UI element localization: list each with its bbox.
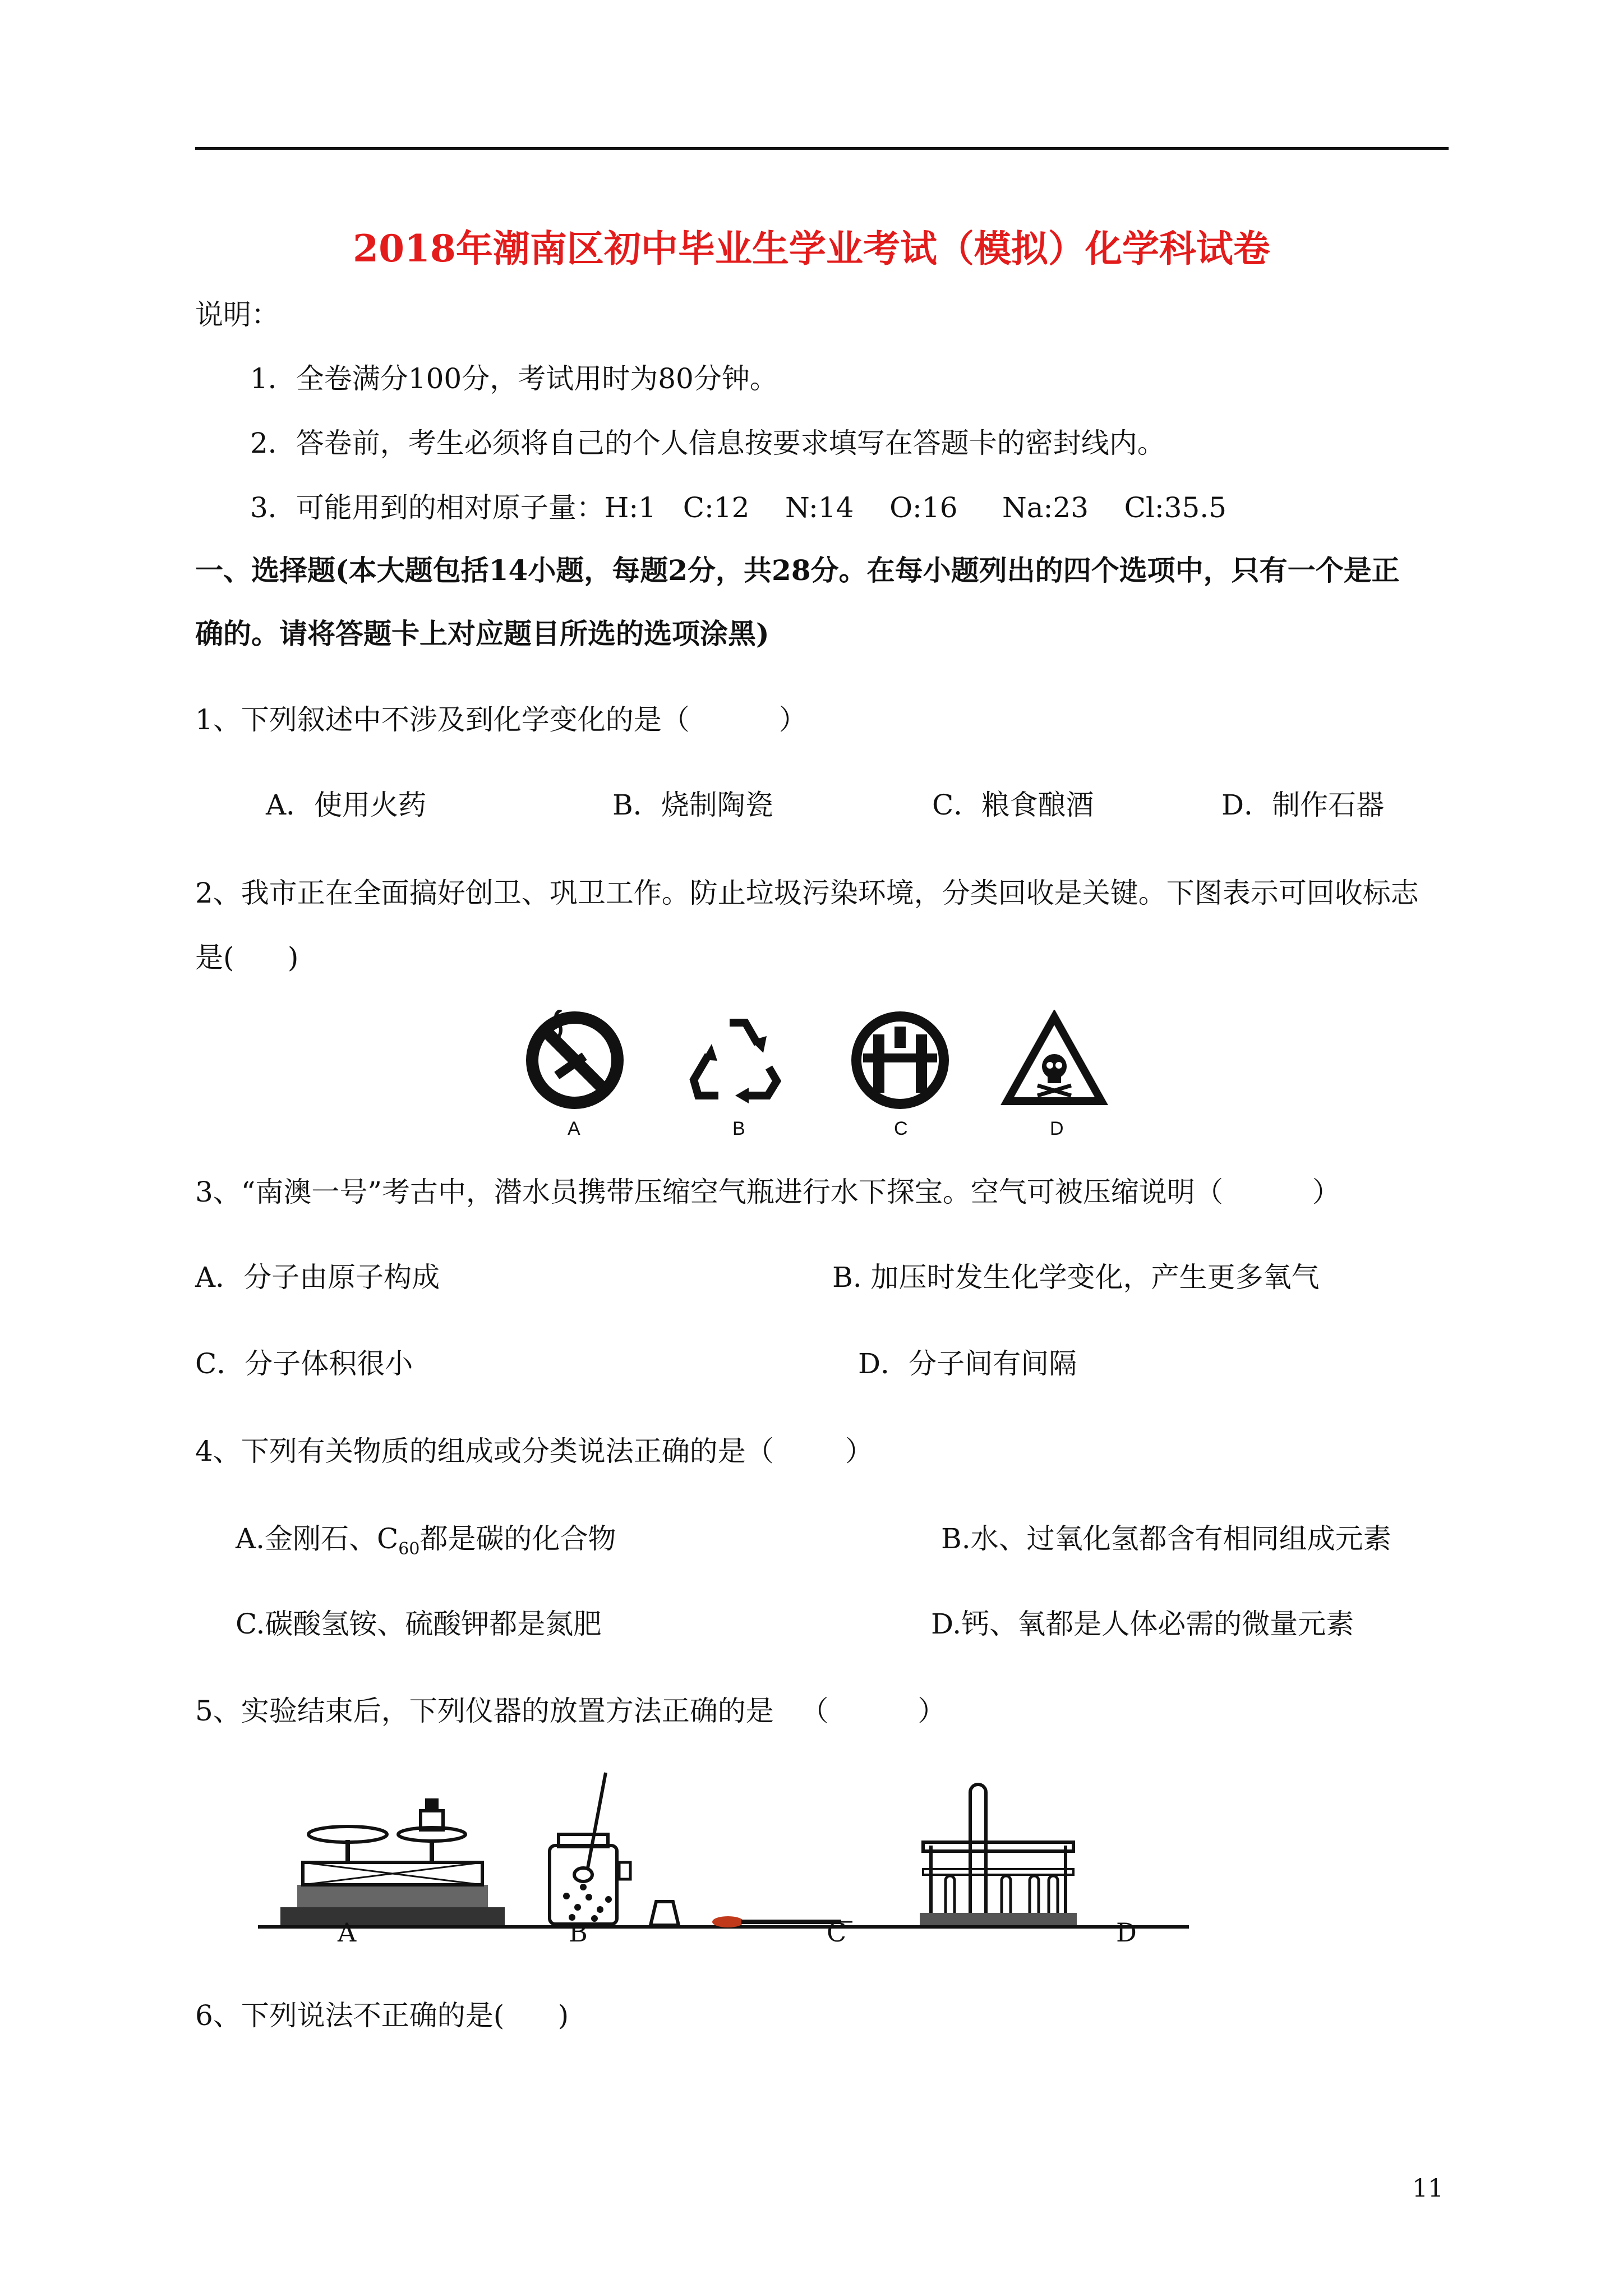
q3-option-c: C．分子体积很小: [195, 1347, 413, 1380]
q3-option-a: A．分子由原子构成: [195, 1261, 440, 1294]
instrument-label-b: B: [569, 1917, 588, 1948]
q3-option-b: B. 加压时发生化学变化，产生更多氧气: [832, 1261, 1320, 1294]
recycling-signs-figure: [522, 1010, 1116, 1150]
q1-option-a: A．使用火药: [266, 789, 427, 821]
q4-option-c: C.碳酸氢铵、硫酸钾都是氮肥: [236, 1608, 602, 1640]
question-6-stem: 6、下列说法不正确的是( ): [195, 1999, 569, 2032]
question-5-stem: 5、实验结束后，下列仪器的放置方法正确的是 （ ）: [195, 1695, 946, 1727]
sign-label-b: B: [732, 1118, 745, 1139]
q1-option-d: D．制作石器: [1221, 789, 1385, 821]
question-1-stem: 1、下列叙述中不涉及到化学变化的是（ ）: [195, 703, 807, 736]
q3-option-d: D．分子间有间隔: [858, 1347, 1077, 1380]
q4-option-a-pre: A.金刚石、C: [236, 1522, 399, 1555]
instrument-label-c: C: [827, 1917, 847, 1948]
q1-option-b: B．烧制陶瓷: [612, 789, 773, 821]
reagent-bottle-icon: [550, 1773, 679, 1925]
sign-label-a: A: [568, 1118, 580, 1139]
question-4-stem: 4、下列有关物质的组成或分类说法正确的是（ ）: [195, 1435, 873, 1467]
q4-option-a-post: 都是碳的化合物: [419, 1522, 616, 1555]
question-2-stem-cont: 是( ): [195, 941, 299, 974]
balance-icon: [280, 1798, 505, 1925]
sign-label-c: C: [894, 1118, 908, 1139]
instrument-label-a: A: [338, 1917, 357, 1948]
instruction-item: 2．答卷前，考生必须将自己的个人信息按要求填写在答题卡的密封线内。: [250, 427, 1165, 459]
q4-option-d: D.钙、氧都是人体必需的微量元素: [931, 1608, 1354, 1640]
page-number: 11: [1412, 2174, 1444, 2203]
q1-option-c: C．粮食酿酒: [932, 789, 1094, 821]
instructions-heading: 说明：: [195, 298, 279, 331]
sign-label-d: D: [1050, 1118, 1064, 1139]
instruction-item: 3．可能用到的相对原子量：H:1 C:12 N:14 O:16 Na:23 Cl:35.5: [250, 491, 1227, 524]
toxic-warning-icon: [1007, 1017, 1101, 1101]
page-title: 2018年潮南区初中毕业生学业考试（模拟）化学科试卷: [353, 227, 1270, 270]
q4-option-b: B.水、过氧化氢都含有相同组成元素: [941, 1522, 1391, 1555]
no-smoking-icon: [532, 1010, 617, 1103]
lab-instruments-figure: [247, 1750, 1200, 1930]
header-rule: [195, 147, 1449, 150]
recycle-icon: [694, 1023, 777, 1103]
question-2-stem: 2、我市正在全面搞好创卫、巩卫工作。防止垃圾污染环境，分类回收是关键。下图表示可回收标志: [195, 877, 1419, 909]
q4-option-a-subscript: 60: [398, 1539, 420, 1559]
section-heading: 一、选择题(本大题包括14小题，每题2分，共28分。在每小题列出的四个选项中，只有一个是正: [195, 554, 1400, 587]
water-saving-icon: [856, 1016, 944, 1104]
instrument-label-d: D: [1116, 1917, 1137, 1948]
question-3-stem: 3、“南澳一号”考古中，潜水员携带压缩空气瓶进行水下探宝。空气可被压缩说明（ ）: [195, 1176, 1340, 1208]
test-tube-rack-icon: [920, 1784, 1077, 1925]
q4-option-a: [236, 1522, 616, 1559]
instruction-item: 1．全卷满分100分，考试用时为80分钟。: [250, 362, 778, 395]
section-heading-cont: 确的。请将答题卡上对应题目所选的选项涂黑): [195, 617, 769, 650]
